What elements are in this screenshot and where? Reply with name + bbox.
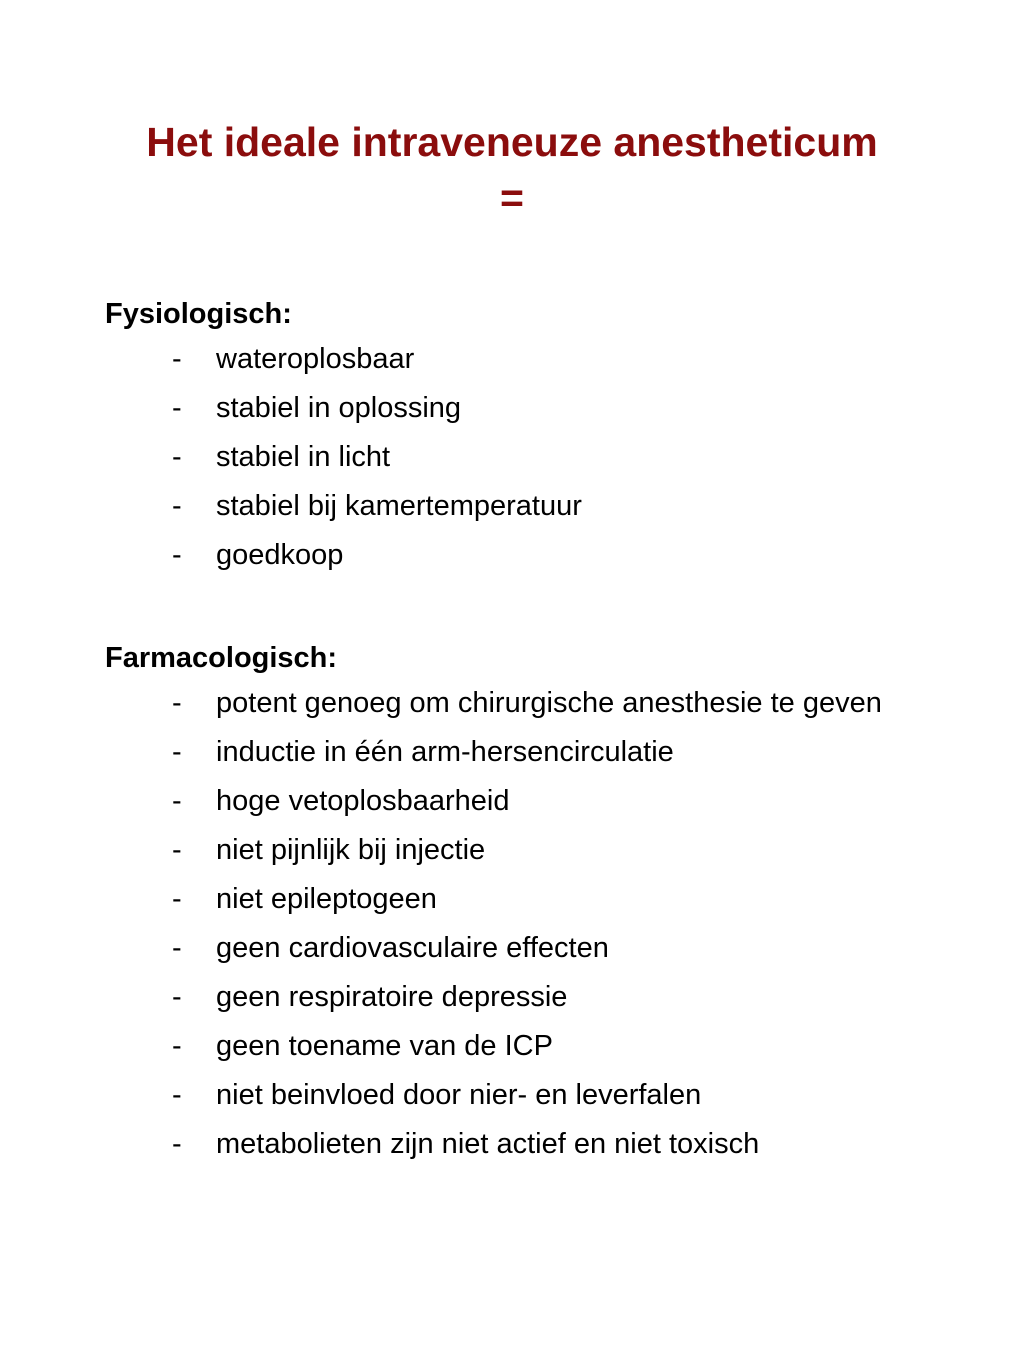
section-farmacologisch bbox=[0, 634, 1024, 1173]
page-title bbox=[0, 114, 1024, 226]
list-item bbox=[0, 486, 1024, 526]
dash-bullet: - bbox=[172, 490, 182, 522]
section-fysiologisch bbox=[0, 290, 1024, 584]
dash-bullet: - bbox=[172, 1128, 182, 1160]
list-item-text: hoge vetoplosbaarheid bbox=[216, 785, 510, 817]
dash-bullet: - bbox=[172, 392, 182, 424]
list-item bbox=[0, 1124, 1024, 1164]
list-item-text: geen respiratoire depressie bbox=[216, 981, 568, 1013]
list-item bbox=[0, 732, 1024, 772]
list-item bbox=[0, 830, 1024, 870]
list-item-text: stabiel bij kamertemperatuur bbox=[216, 490, 582, 522]
title-line-1: Het ideale intraveneuze anestheticum bbox=[146, 119, 878, 165]
list-item-text: inductie in één arm-hersencirculatie bbox=[216, 736, 674, 768]
dash-bullet: - bbox=[172, 343, 182, 375]
dash-bullet: - bbox=[172, 539, 182, 571]
dash-bullet: - bbox=[172, 883, 182, 915]
section-heading-farmacologisch: Farmacologisch: bbox=[105, 642, 338, 674]
list-item bbox=[0, 1075, 1024, 1115]
dash-bullet: - bbox=[172, 932, 182, 964]
dash-bullet: - bbox=[172, 834, 182, 866]
list-item bbox=[0, 781, 1024, 821]
list-item-text: niet beinvloed door nier- en leverfalen bbox=[216, 1079, 702, 1111]
dash-bullet: - bbox=[172, 1079, 182, 1111]
list-item-text: niet pijnlijk bij injectie bbox=[216, 834, 486, 866]
list-item-text: niet epileptogeen bbox=[216, 883, 437, 915]
dash-bullet: - bbox=[172, 687, 182, 719]
section-heading-fysiologisch: Fysiologisch: bbox=[105, 298, 292, 330]
list-farmacologisch bbox=[0, 683, 1024, 1164]
list-item-text: potent genoeg om chirurgische anesthesie te geven bbox=[216, 687, 882, 719]
dash-bullet: - bbox=[172, 441, 182, 473]
list-item bbox=[0, 683, 1024, 723]
list-item-text: wateroplosbaar bbox=[216, 343, 415, 375]
list-item bbox=[0, 977, 1024, 1017]
list-item-text: metabolieten zijn niet actief en niet toxisch bbox=[216, 1128, 760, 1160]
list-item bbox=[0, 388, 1024, 428]
list-item-text: stabiel in oplossing bbox=[216, 392, 462, 424]
dash-bullet: - bbox=[172, 981, 182, 1013]
list-item-text: geen cardiovasculaire effecten bbox=[216, 932, 609, 964]
list-item bbox=[0, 879, 1024, 919]
dash-bullet: - bbox=[172, 785, 182, 817]
list-item bbox=[0, 928, 1024, 968]
list-item-text: goedkoop bbox=[216, 539, 344, 571]
list-fysiologisch bbox=[0, 339, 1024, 575]
list-item-text: geen toename van de ICP bbox=[216, 1030, 553, 1062]
title-line-2: = bbox=[500, 175, 524, 221]
list-item bbox=[0, 1026, 1024, 1066]
list-item-text: stabiel in licht bbox=[216, 441, 391, 473]
list-item bbox=[0, 339, 1024, 379]
list-item bbox=[0, 437, 1024, 477]
dash-bullet: - bbox=[172, 736, 182, 768]
dash-bullet: - bbox=[172, 1030, 182, 1062]
list-item bbox=[0, 535, 1024, 575]
